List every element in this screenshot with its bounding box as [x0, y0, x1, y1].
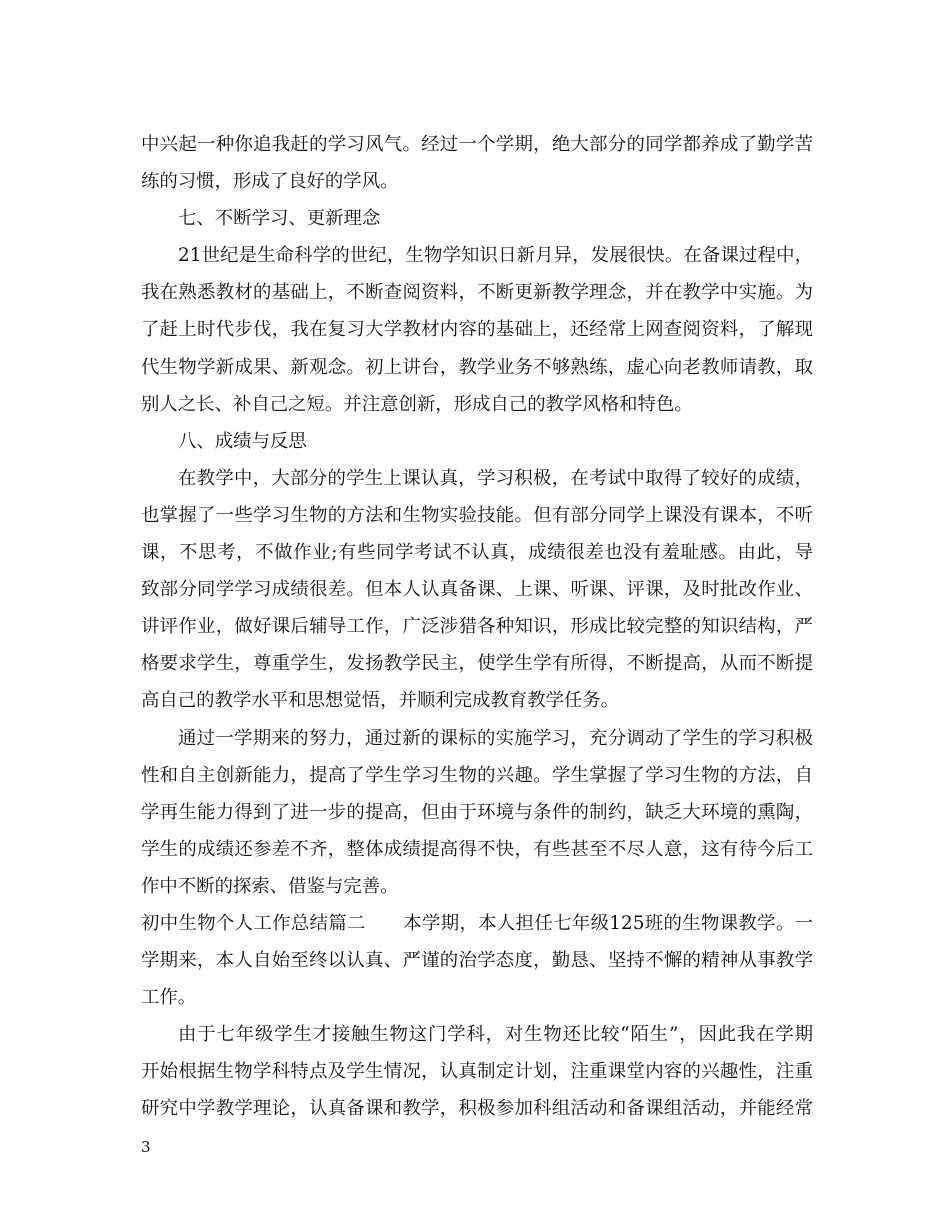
- text-line: 讲评作业，做好课后辅导工作，广泛涉猎各种知识，形成比较完整的知识结构，严: [141, 616, 813, 638]
- text-line: 学再生能力得到了进一步的提高，但由于环境与条件的制约，缺乏大环境的熏陶，: [141, 801, 813, 823]
- text-line: 学期来，本人自始至终以认真、严谨的治学态度，勤恳、坚持不懈的精神从事教学: [141, 950, 813, 972]
- text-line: 了赶上时代步伐，我在复习大学教材内容的基础上，还经常上网查阅资料，了解现: [141, 319, 813, 341]
- text-line: 高自己的教学水平和思想觉悟，并顺利完成教育教学任务。: [141, 690, 620, 712]
- page-number: 3: [141, 1138, 151, 1156]
- text-line: 八、成绩与反思: [178, 430, 307, 452]
- text-line: 性和自主创新能力，提高了学生学习生物的兴趣。学生掌握了学习生物的方法，自: [141, 764, 813, 786]
- text-line: 21世纪是生命科学的世纪，生物学知识日新月异，发展很快。在备课过程中，: [178, 245, 813, 267]
- document-body: [141, 126, 813, 1128]
- text-line: 代生物学新成果、新观念。初上讲台，教学业务不够熟练，虚心向老教师请教，取: [141, 356, 813, 378]
- text-line: 致部分同学学习成绩很差。但本人认真备课、上课、听课、评课，及时批改作业、: [141, 579, 813, 601]
- text-line: 研究中学教学理论，认真备课和教学，积极参加科组活动和备课组活动，并能经常: [141, 1098, 813, 1120]
- text-line: 课，不思考，不做作业;有些同学考试不认真，成绩很差也没有羞耻感。由此，导: [141, 542, 813, 564]
- text-line: 格要求学生，尊重学生，发扬教学民主，使学生学有所得，不断提高，从而不断提: [141, 653, 813, 675]
- text-line: 工作。: [141, 987, 197, 1009]
- text-line: 由于七年级学生才接触生物这门学科，对生物还比较“陌生”，因此我在学期: [178, 1024, 813, 1046]
- text-line: 中兴起一种你追我赶的学习风气。经过一个学期，绝大部分的同学都养成了勤学苦: [141, 134, 813, 155]
- text-line: 开始根据生物学科特点及学生情况，认真制定计划，注重课堂内容的兴趣性，注重: [141, 1061, 813, 1083]
- text-line: 初中生物个人工作总结篇二 本学期，本人担任七年级125班的生物课教学。一: [141, 912, 813, 934]
- text-line: 在教学中，大部分的学生上课认真，学习积极，在考试中取得了较好的成绩，: [178, 467, 813, 489]
- text-line: 作中不断的探索、借鉴与完善。: [141, 875, 399, 897]
- text-line: 练的习惯，形成了良好的学风。: [141, 171, 399, 193]
- text-line: 我在熟悉教材的基础上，不断查阅资料，不断更新教学理念，并在教学中实施。为: [141, 282, 813, 304]
- text-line: 别人之长、补自己之短。并注意创新，形成自己的教学风格和特色。: [141, 393, 693, 415]
- text-line: 学生的成绩还参差不齐，整体成绩提高得不快，有些甚至不尽人意，这有待今后工: [141, 838, 813, 860]
- text-line: 也掌握了一些学习生物的方法和生物实验技能。但有部分同学上课没有课本，不听: [141, 504, 813, 526]
- text-line: 七、不断学习、更新理念: [178, 208, 381, 230]
- text-line: 通过一学期来的努力，通过新的课标的实施学习，充分调动了学生的学习积极: [178, 727, 813, 749]
